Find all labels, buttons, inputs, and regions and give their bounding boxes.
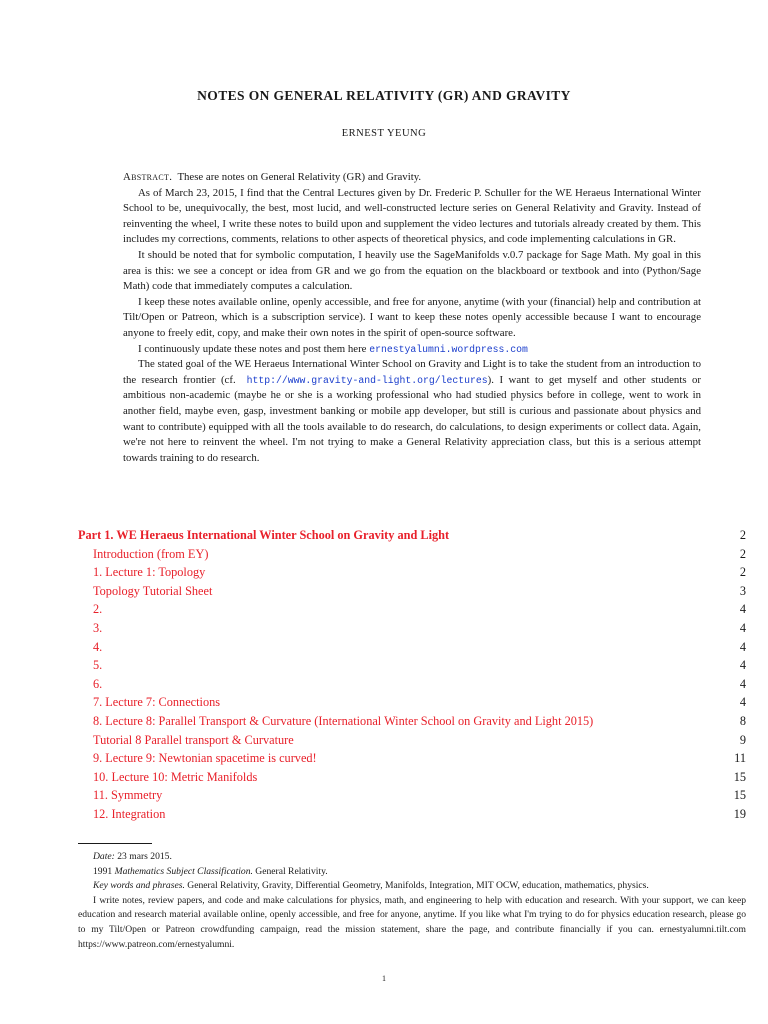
toc-entry-title[interactable]: 6. — [93, 676, 103, 691]
toc-entry-page: 4 — [739, 602, 746, 617]
footnote-support-note: I write notes, review papers, and code and make calculations for physics, math, and engineering to help with education and research. With your support, we can keep education and research material available online, openly accessible, and free for anyone, anytime. If you like what I'm trying to do for physics education research, please go to my Tilt/Open or Patreon crowdfunding campaign, read the mission statement, share the page, and contribute financially if you can. ernestyalumni.tilt.com https://www.patreon.com/ernestyalumni. — [78, 894, 746, 950]
keywords-label: Key words and phrases. — [93, 880, 185, 892]
toc-entry-title[interactable]: 3. — [93, 620, 103, 635]
toc-entry[interactable] — [78, 658, 746, 677]
toc-entry[interactable] — [78, 547, 746, 566]
date-value: 23 mars 2015. — [117, 851, 172, 862]
toc-entry-page: 11 — [734, 751, 746, 766]
toc-entry-title[interactable]: Part 1. WE Heraeus International Winter School on Gravity and Light — [78, 528, 450, 542]
abstract — [123, 170, 701, 466]
toc-entry-title[interactable]: 7. Lecture 7: Connections — [93, 695, 221, 710]
toc-entry[interactable] — [78, 714, 746, 733]
toc-entry-page: 19 — [733, 806, 746, 821]
toc-part-entry[interactable] — [78, 528, 746, 547]
toc-entry-title[interactable]: 8. Lecture 8: Parallel Transport & Curvature (International Winter School on Gravity and Light 2015) — [93, 713, 594, 728]
toc-entry[interactable] — [78, 621, 746, 640]
toc-entry[interactable] — [78, 565, 746, 584]
toc-entry-page: 15 — [733, 788, 746, 803]
abstract-text-1: These are notes on General Relativity (GR) and Gravity. — [177, 171, 422, 183]
toc-entry-page: 15 — [733, 769, 746, 784]
toc-entry-page: 8 — [739, 713, 746, 728]
abstract-paragraph-6 — [123, 357, 701, 466]
toc-entry[interactable] — [78, 733, 746, 752]
toc-entry[interactable] — [78, 807, 746, 826]
toc-entry-page: 2 — [739, 565, 746, 580]
toc-entry[interactable] — [78, 640, 746, 659]
lectures-link[interactable]: http://www.gravity-and-light.org/lectures — [246, 374, 488, 386]
toc-entry-title[interactable]: 1. Lecture 1: Topology — [93, 565, 206, 580]
abstract-text-6: The stated goal of the WE Heraeus International Winter School on Gravity and Light is to take the student from an introduction to the research frontier (cf. — [123, 358, 701, 386]
toc-entry-title[interactable]: 11. Symmetry — [93, 788, 163, 803]
blog-link[interactable]: ernestyalumni.wordpress.com — [369, 343, 528, 355]
abstract-paragraph-4: I keep these notes available online, openly accessible, and free for anyone, anytime (with your (financial) help and contribution at Tilt/Open or Patreon, which is a subscription service). I want to keep these notes openly accessible because I want to encourage anyone to freely edit, copy, and make their own notes in the spirit of open-source software. — [123, 295, 701, 339]
abstract-text-6b: ). I want to get myself and other students or ambitious non-academic (maybe he or she is a working professional who had studied physics before in college, went to work in another field, maybe even, gasp, investment banking or mobile app developer, but still is curious and passionate about physics and want to contribute) equipped with all the tools available to do research, do calculations, to design experiments or collect data. Again, we're not here to reinvent the wheel. I'm not trying to make a General Relativity appreciation class, but this is a serious attempt towards training to do research. — [123, 373, 701, 464]
toc-entry[interactable] — [78, 751, 746, 770]
toc-entry-title[interactable]: 12. Integration — [93, 806, 166, 821]
toc-entry[interactable] — [78, 602, 746, 621]
toc-entry-title[interactable]: 10. Lecture 10: Metric Manifolds — [93, 769, 258, 784]
toc-entry-page: 4 — [739, 639, 746, 654]
abstract-label: Abstract. — [123, 171, 173, 183]
toc-entry-page: 4 — [739, 695, 746, 710]
toc-entry[interactable] — [78, 788, 746, 807]
table-of-contents — [78, 528, 746, 826]
toc-entry-page: 3 — [739, 583, 746, 598]
abstract-text-5: I continuously update these notes and post them here — [138, 342, 367, 355]
toc-entry-page: 9 — [739, 732, 746, 747]
toc-entry[interactable] — [78, 677, 746, 696]
footnote-rule — [78, 843, 152, 844]
msc-year: 1991 — [93, 865, 113, 877]
toc-entry-page: 2 — [739, 546, 746, 561]
toc-entry-title[interactable]: 9. Lecture 9: Newtonian spacetime is curved! — [93, 751, 317, 766]
footnote-msc — [78, 865, 746, 880]
toc-entry-title[interactable]: 5. — [93, 658, 103, 673]
toc-entry-title[interactable]: Tutorial 8 Parallel transport & Curvature — [93, 732, 294, 747]
footnotes — [78, 850, 746, 952]
toc-entry-title[interactable]: Topology Tutorial Sheet — [93, 583, 213, 598]
toc-entry-page: 4 — [739, 676, 746, 691]
abstract-paragraph-1 — [123, 170, 701, 186]
msc-value: General Relativity. — [255, 865, 328, 877]
toc-entry-page: 2 — [739, 528, 746, 542]
date-label: Date: — [93, 851, 115, 862]
abstract-paragraph-3: It should be noted that for symbolic computation, I heavily use the SageManifolds v.0.7 package for Sage Math. My goal in this area is this: we see a concept or idea from GR and we go from the equation on the blackboard or textbook and into (Python/Sage Math) code that immediately computes a calculation. — [123, 248, 701, 293]
toc-entry-title[interactable]: 4. — [93, 639, 103, 654]
page-number: 1 — [382, 974, 386, 983]
footnote-keywords — [78, 879, 746, 894]
keywords-value: General Relativity, Gravity, Differential Geometry, Manifolds, Integration, MIT OCW, education, mathematics, physics. — [187, 880, 649, 892]
toc-entry-page: 4 — [739, 620, 746, 635]
toc-entry[interactable] — [78, 770, 746, 789]
toc-entry-title[interactable]: Introduction (from EY) — [93, 546, 209, 561]
author-name: ERNEST YEUNG — [341, 128, 427, 139]
paper-title: NOTES ON GENERAL RELATIVITY (GR) AND GRAVITY — [197, 88, 571, 103]
toc-entry-title[interactable]: 2. — [93, 602, 103, 617]
footnote-date — [78, 850, 746, 865]
toc-entry[interactable] — [78, 584, 746, 603]
abstract-paragraph-5 — [123, 342, 701, 358]
toc-entry[interactable] — [78, 695, 746, 714]
toc-entry-page: 4 — [739, 658, 746, 673]
abstract-paragraph-2: As of March 23, 2015, I find that the Central Lectures given by Dr. Frederic P. Schuller for the WE Heraeus International Winter School to be, unequivocally, the best, most lucid, and well-constructed lecture series on General Relativity and Gravity. Instead of reinventing the wheel, I write these notes to build upon and supplement the video lectures and tutorials already created by them. This includes my corrections, comments, relations to other aspects of theoretical physics, and code implementing calculations in GR. — [123, 186, 701, 246]
msc-label: Mathematics Subject Classification. — [114, 865, 253, 877]
